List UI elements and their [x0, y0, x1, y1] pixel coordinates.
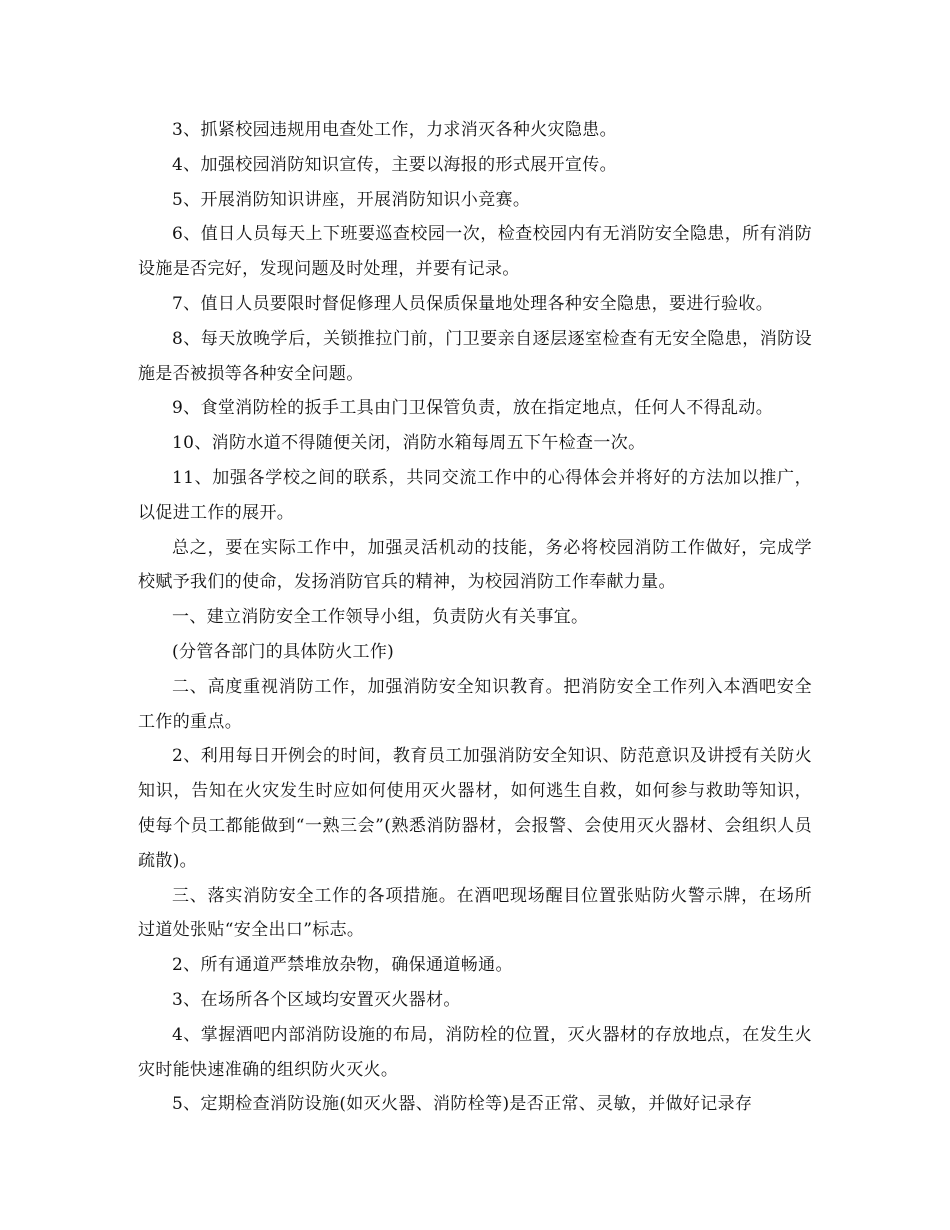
paragraph-18: 4、掌握酒吧内部消防设施的布局，消防栓的位置，灭火器材的存放地点，在发生火灾时能快速准确的组织防火灭火。 — [138, 1024, 812, 1080]
paragraph-4: 6、值日人员每天上下班要巡查校园一次，检查校园内有无消防安全隐患，所有消防设施是否完好，发现问题及时处理，并要有记录。 — [138, 224, 812, 280]
paragraph-10: 总之，要在实际工作中，加强灵活机动的技能，务必将校园消防工作做好，完成学校赋予我们的使命，发扬消防官兵的精神，为校园消防工作奉献力量。 — [138, 537, 812, 593]
paragraph-17: 3、在场所各个区域均安置灭火器材。 — [172, 989, 461, 1010]
paragraph-8: 10、消防水道不得随便关闭，消防水箱每周五下午检查一次。 — [172, 433, 646, 454]
paragraph-19: 5、定期检查消防设施(如灭火器、消防栓等)是否正常、灵敏，并做好记录存 — [172, 1094, 753, 1115]
paragraph-12: (分管各部门的具体防火工作) — [172, 641, 395, 662]
paragraph-16: 2、所有通道严禁堆放杂物，确保通道畅通。 — [172, 955, 513, 976]
paragraph-5: 7、值日人员要限时督促修理人员保质保量地处理各种安全隐患，要进行验收。 — [172, 293, 774, 314]
paragraph-7: 9、食堂消防栓的扳手工具由门卫保管负责，放在指定地点，任何人不得乱动。 — [172, 398, 774, 419]
paragraph-15: 三、落实消防安全工作的各项措施。在酒吧现场醒目位置张贴防火警示牌，在场所过道处张贴“安全出口”标志。 — [138, 885, 812, 941]
paragraph-2: 4、加强校园消防知识宣传，主要以海报的形式展开宣传。 — [172, 154, 617, 175]
paragraph-1: 3、抓紧校园违规用电查处工作，力求消灭各种火灾隐患。 — [172, 120, 617, 140]
document-body — [138, 113, 812, 1122]
paragraph-13: 二、高度重视消防工作，加强消防安全知识教育。把消防安全工作列入本酒吧安全工作的重点。 — [138, 676, 812, 732]
paragraph-9: 11、加强各学校之间的联系，共同交流工作中的心得体会并将好的方法加以推广，以促进工作的展开。 — [138, 467, 812, 523]
paragraph-6: 8、每天放晚学后，关锁推拉门前，门卫要亲自逐层逐室检查有无安全隐患，消防设施是否被损等各种安全问题。 — [138, 328, 812, 384]
paragraph-14: 2、利用每日开例会的时间，教育员工加强消防安全知识、防范意识及讲授有关防火知识，告知在火灾发生时应如何使用灭火器材，如何逃生自救，如何参与救助等知识，使每个员工都能做到“一熟三会”(熟悉消防器材，会报警、会使用灭火器材、会组织人员疏散)。 — [138, 746, 812, 871]
paragraph-3: 5、开展消防知识讲座，开展消防知识小竞赛。 — [172, 189, 531, 210]
paragraph-11: 一、建立消防安全工作领导小组，负责防火有关事宜。 — [172, 607, 589, 628]
